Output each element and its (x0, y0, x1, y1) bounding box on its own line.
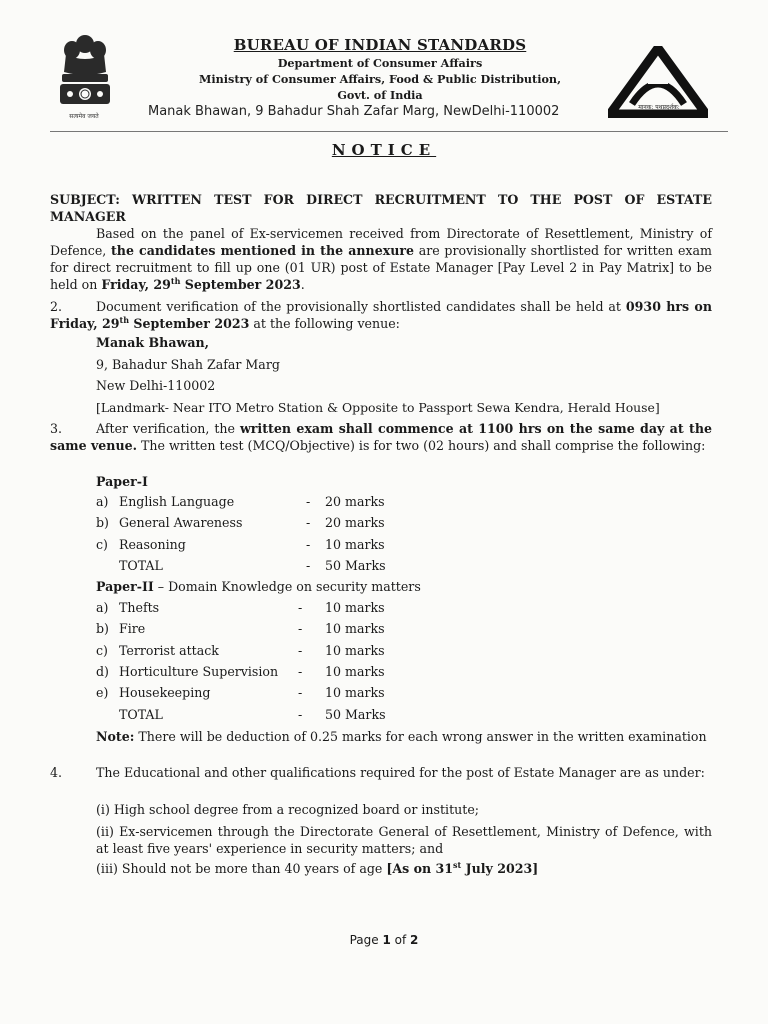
para2-text-d: at the following venue: (249, 316, 400, 331)
row-index: a) (96, 600, 109, 615)
row-index: e) (96, 685, 109, 701)
row-marks: 20 marks (325, 494, 385, 509)
qualification-3-date-end: July 2023] (461, 861, 539, 876)
row-subject: TOTAL (119, 557, 163, 573)
row-marks: 50 Marks (325, 706, 386, 722)
para1-date-sup: th (170, 275, 181, 286)
qualification-1: (i) High school degree from a recognized board or institute; (96, 802, 480, 817)
venue-landmark: [Landmark- Near ITO Metro Station & Opposite to Passport Sewa Kendra, Herald House] (96, 400, 660, 415)
national-emblem-icon (52, 28, 118, 120)
qualification-3-text: (iii) Should not be more than 40 years of age (96, 861, 387, 876)
para2-time: 0930 hrs on Friday, 29 (50, 299, 712, 331)
department-name: Department of Consumer Affairs (277, 56, 483, 70)
notice-title: NOTICE (331, 141, 437, 159)
row-index: b) (96, 621, 109, 637)
para1-date-month: September 2023 (180, 277, 301, 292)
page-label: Page (349, 933, 383, 947)
row-dash: - (298, 706, 303, 722)
row-marks: 50 Marks (325, 557, 386, 573)
paper-2-title: Paper-II (96, 579, 154, 594)
row-subject: General Awareness (119, 515, 243, 531)
row-marks: 10 marks (325, 663, 385, 679)
para1-text-annexure: the candidates mentioned in the annexure (110, 243, 415, 258)
row-dash: - (298, 685, 303, 701)
paper-1-title: Paper-I (96, 474, 148, 489)
paragraph-2 (50, 298, 712, 332)
qualification-3 (96, 860, 538, 877)
paragraph-1 (50, 225, 712, 293)
row-subject: TOTAL (119, 706, 163, 722)
row-subject: Terrorist attack (119, 642, 219, 658)
government-name: Govt. of India (337, 88, 423, 102)
row-subject: English Language (119, 494, 235, 509)
page-total: 2 (410, 933, 419, 947)
qualification-3-sup: st (453, 859, 462, 870)
qualification-3-date: [As on 31 (386, 861, 454, 876)
row-index: a) (96, 494, 109, 509)
row-index: c) (96, 642, 108, 658)
row-index: d) (96, 663, 109, 679)
para1-date: Friday, 29 (101, 277, 171, 292)
row-index: c) (96, 536, 108, 552)
row-dash: - (298, 642, 303, 658)
row-marks: 20 marks (325, 515, 385, 531)
para1-period: . (300, 277, 305, 292)
header-divider (50, 131, 728, 132)
para3-number: 3. (50, 421, 63, 436)
qualification-2: (ii) Ex-servicemen through the Directorate General of Resettlement, Ministry of Defence, with at least five years' experience in security matters; and (96, 824, 712, 856)
note-text: There will be deduction of 0.25 marks for each wrong answer in the written examination (134, 729, 707, 744)
paper-2-heading (96, 578, 421, 595)
organization-address: Manak Bhawan, 9 Bahadur Shah Zafar Marg, NewDelhi-110002 (148, 104, 560, 119)
row-subject: Horticulture Supervision (119, 663, 279, 679)
para3-exam-time: written exam shall commence at 1100 hrs on the same day at the same venue. (50, 421, 712, 453)
row-subject: Housekeeping (119, 685, 211, 701)
note (96, 728, 712, 745)
row-dash: - (298, 621, 303, 637)
row-marks: 10 marks (325, 685, 385, 701)
para1-text-c: are provisionally shortlisted for written exam for direct recruitment to fill up one (01 UR) post of Estate Manager [Pay Level 2 in Pay Matrix] to be held on (50, 243, 712, 292)
row-subject: Fire (119, 621, 146, 637)
emblem-motto: सत्यमेव जयते (69, 113, 99, 120)
row-dash: - (306, 557, 311, 573)
para3-text-c: The written test (MCQ/Objective) is for two (02 hours) and shall comprise the following: (137, 438, 706, 453)
row-marks: 10 marks (325, 621, 385, 637)
row-dash: - (298, 600, 303, 615)
row-marks: 10 marks (325, 536, 385, 552)
row-dash: - (306, 494, 311, 509)
row-dash: - (306, 515, 311, 531)
row-subject: Thefts (119, 600, 160, 615)
para2-number: 2. (50, 299, 63, 314)
row-dash: - (298, 663, 303, 679)
venue-line-2: New Delhi-110002 (96, 378, 216, 393)
para1-text-a: Based on the panel of Ex-servicemen received from Directorate of Resettlement, Ministry of Defence, (50, 226, 712, 258)
page-current: 1 (382, 933, 391, 947)
row-index: b) (96, 515, 109, 531)
note-label: Note: (96, 729, 135, 744)
subject-line: SUBJECT: WRITTEN TEST FOR DIRECT RECRUITMENT TO THE POST OF ESTATE MANAGER (50, 192, 712, 224)
ministry-name: Ministry of Consumer Affairs, Food & Public Distribution, (199, 72, 561, 86)
page-number (0, 933, 768, 947)
para2-date-sup: th (119, 314, 130, 325)
organization-name: BUREAU OF INDIAN STANDARDS (233, 36, 527, 54)
row-subject: Reasoning (119, 536, 186, 552)
para3-text-a: After verification, the (96, 421, 240, 436)
paper-2-subtitle: – Domain Knowledge on security matters (153, 579, 421, 594)
row-marks: 10 marks (325, 642, 385, 658)
para2-text-a: Document verification of the provisionally shortlisted candidates shall be held at (96, 299, 626, 314)
page-of: of (390, 933, 411, 947)
paragraph-3 (50, 420, 712, 454)
venue-name: Manak Bhawan, (96, 335, 210, 350)
venue-line-1: 9, Bahadur Shah Zafar Marg (96, 357, 280, 372)
bis-logo-motto: मानक: पथप्रदर्शक: (638, 104, 680, 111)
row-dash: - (306, 536, 311, 552)
para4-text: The Educational and other qualifications required for the post of Estate Manager are as under: (96, 765, 705, 780)
row-marks: 10 marks (325, 600, 385, 615)
para2-date-month: September 2023 (129, 316, 250, 331)
para4-number: 4. (50, 765, 63, 780)
